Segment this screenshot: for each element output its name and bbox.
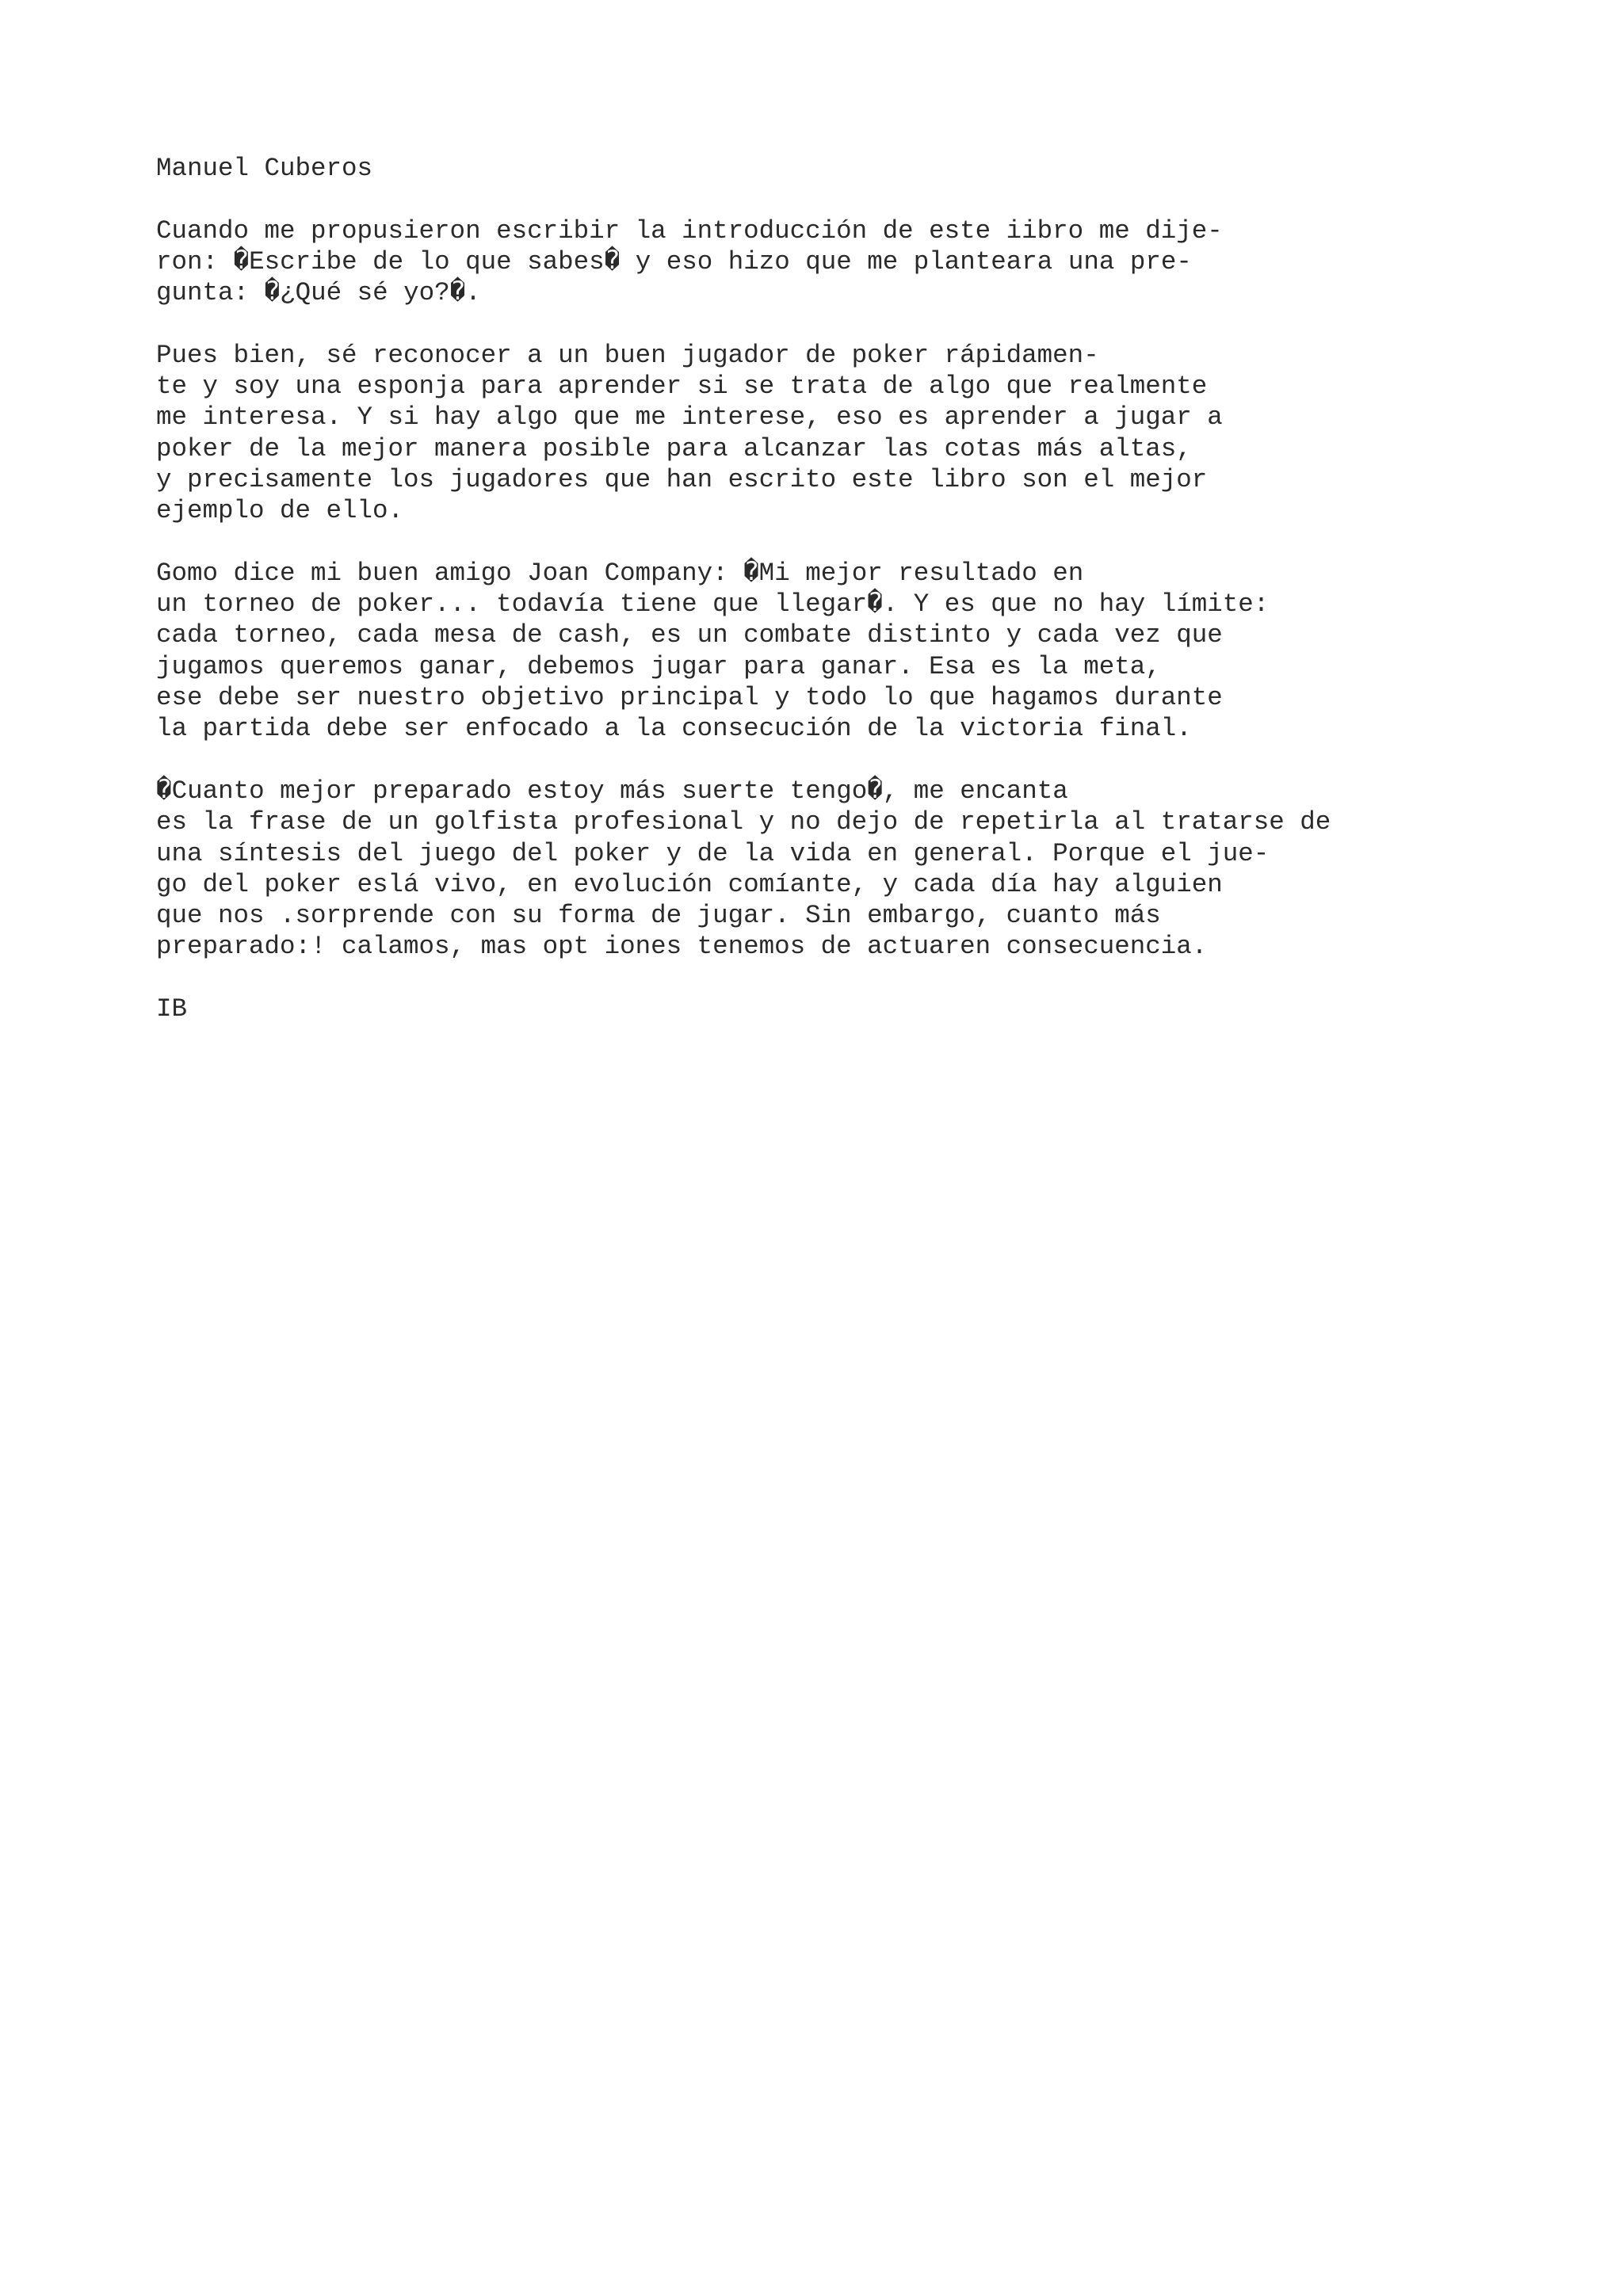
paragraph-gap xyxy=(156,963,1583,994)
paragraph-2-line-2: te y soy una esponja para aprender si se trata de algo que realmente xyxy=(156,372,1208,402)
paragraph-1-line-3: gunta: �¿Qué sé yo?�. xyxy=(156,278,481,308)
paragraph-3-line-6: la partida debe ser enfocado a la consecución de la victoria final. xyxy=(156,714,1192,744)
paragraph-4-line-4: go del poker eslá vivo, en evolución comíante, y cada día hay alguien xyxy=(156,869,1223,899)
paragraph-1-line-2: ron: �Escribe de lo que sabes� y eso hizo que me planteara una pre- xyxy=(156,246,1192,277)
paragraph-2-line-4: poker de la mejor manera posible para alcanzar las cotas más altas, xyxy=(156,433,1192,463)
paragraph-gap xyxy=(156,745,1583,776)
paragraph-3-line-5: ese debe ser nuestro objetivo principal y todo lo que hagamos durante xyxy=(156,683,1223,713)
paragraph-3-line-1: Gomo dice mi buen amigo Joan Company: �Mi mejor resultado en xyxy=(156,558,1084,588)
document-body xyxy=(156,153,1583,1024)
paragraph-2-line-1: Pues bien, sé reconocer a un buen jugador de poker rápidamen- xyxy=(156,340,1099,370)
paragraph-gap xyxy=(156,308,1583,339)
author-name: Manuel Cuberos xyxy=(156,154,373,183)
paragraph-3-line-2: un torneo de poker... todavía tiene que llegar�. Y es que no hay límite: xyxy=(156,589,1270,620)
paragraph-4-line-1: �Cuanto mejor preparado estoy más suerte tengo�, me encanta xyxy=(156,776,1068,806)
paragraph-4-line-5: que nos .sorprende con su forma de jugar. Sin embargo, cuanto más xyxy=(156,901,1161,931)
paragraph-2-line-6: ejemplo de ello. xyxy=(156,496,404,526)
paragraph-gap xyxy=(156,184,1583,215)
paragraph-gap xyxy=(156,527,1583,558)
paragraph-4-line-3: una síntesis del juego del poker y de la vida en general. Porque el jue- xyxy=(156,838,1270,868)
paragraph-1-line-1: Cuando me propusieron escribir la introducción de este iibro me dije- xyxy=(156,215,1223,246)
paragraph-3-line-4: jugamos queremos ganar, debemos jugar para ganar. Esa es la meta, xyxy=(156,651,1161,681)
paragraph-4-line-2: es la frase de un golfista profesional y no dejo de repetirla al tratarse de xyxy=(156,807,1331,837)
footer-mark: IB xyxy=(156,994,188,1024)
paragraph-4-line-6: preparado:! calamos, mas opt iones tenemos de actuaren consecuencia. xyxy=(156,932,1208,962)
paragraph-2-line-3: me interesa. Y si hay algo que me interese, eso es aprender a jugar a xyxy=(156,402,1223,433)
paragraph-3-line-3: cada torneo, cada mesa de cash, es un combate distinto y cada vez que xyxy=(156,620,1223,650)
paragraph-2-line-5: y precisamente los jugadores que han escrito este libro son el mejor xyxy=(156,464,1208,494)
